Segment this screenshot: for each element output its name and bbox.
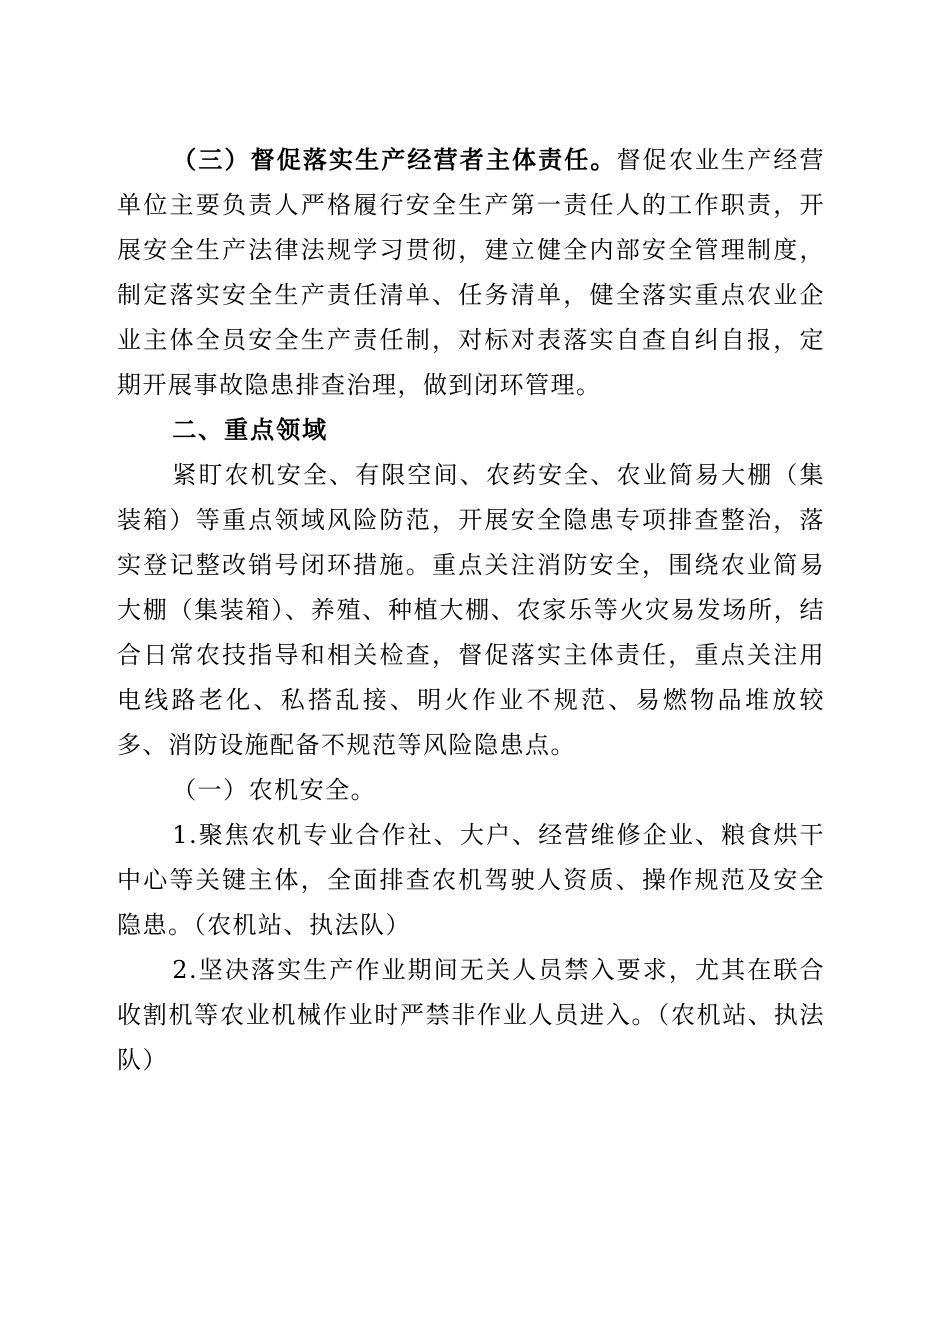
part2-intro: 紧盯农机安全、有限空间、农药安全、农业简易大棚（集装箱）等重点领域风险防范，开展安全隐患专项排查整治，落实登记整改销号闭环措施。重点关注消防安全，围绕农业简易大棚（集装箱）、养殖、种植大棚、农家乐等火灾易发场所，结合日常农技指导和相关检查，督促落实主体责任，重点关注用电线路老化、私搭乱接、明火作业不规范、易燃物品堆放较多、消防设施配备不规范等风险隐患点。 [117, 461, 825, 759]
section3-body: 督促农业生产经营单位主要负责人严格履行安全生产第一责任人的工作职责，开展安全生产法律法规学习贯彻，建立健全内部安全管理制度，制定落实安全生产责任清单、任务清单，健全落实重点农业企业主体全员安全生产责任制，对标对表落实自查自纠自报，定期开展事故隐患排查治理，做到闭环管理。 [117, 146, 826, 399]
section3-paragraph [117, 137, 825, 408]
section3-title: （三）督促落实生产经营者主体责任。 [172, 145, 617, 174]
list-item: 1.聚焦农机专业合作社、大户、经营维修企业、粮食烘干中心等关键主体，全面排查农机驾驶人资质、操作规范及安全隐患。（农机站、执法队） [117, 821, 825, 939]
document-page [117, 137, 825, 1083]
subsection1-title: （一）农机安全。 [172, 776, 377, 804]
part2-heading: 二、重点领域 [172, 416, 329, 444]
list-item: 2.坚决落实生产作业期间无关人员禁入要求，尤其在联合收割机等农业机械作业时严禁非作业人员进入。（农机站、执法队） [117, 956, 825, 1074]
